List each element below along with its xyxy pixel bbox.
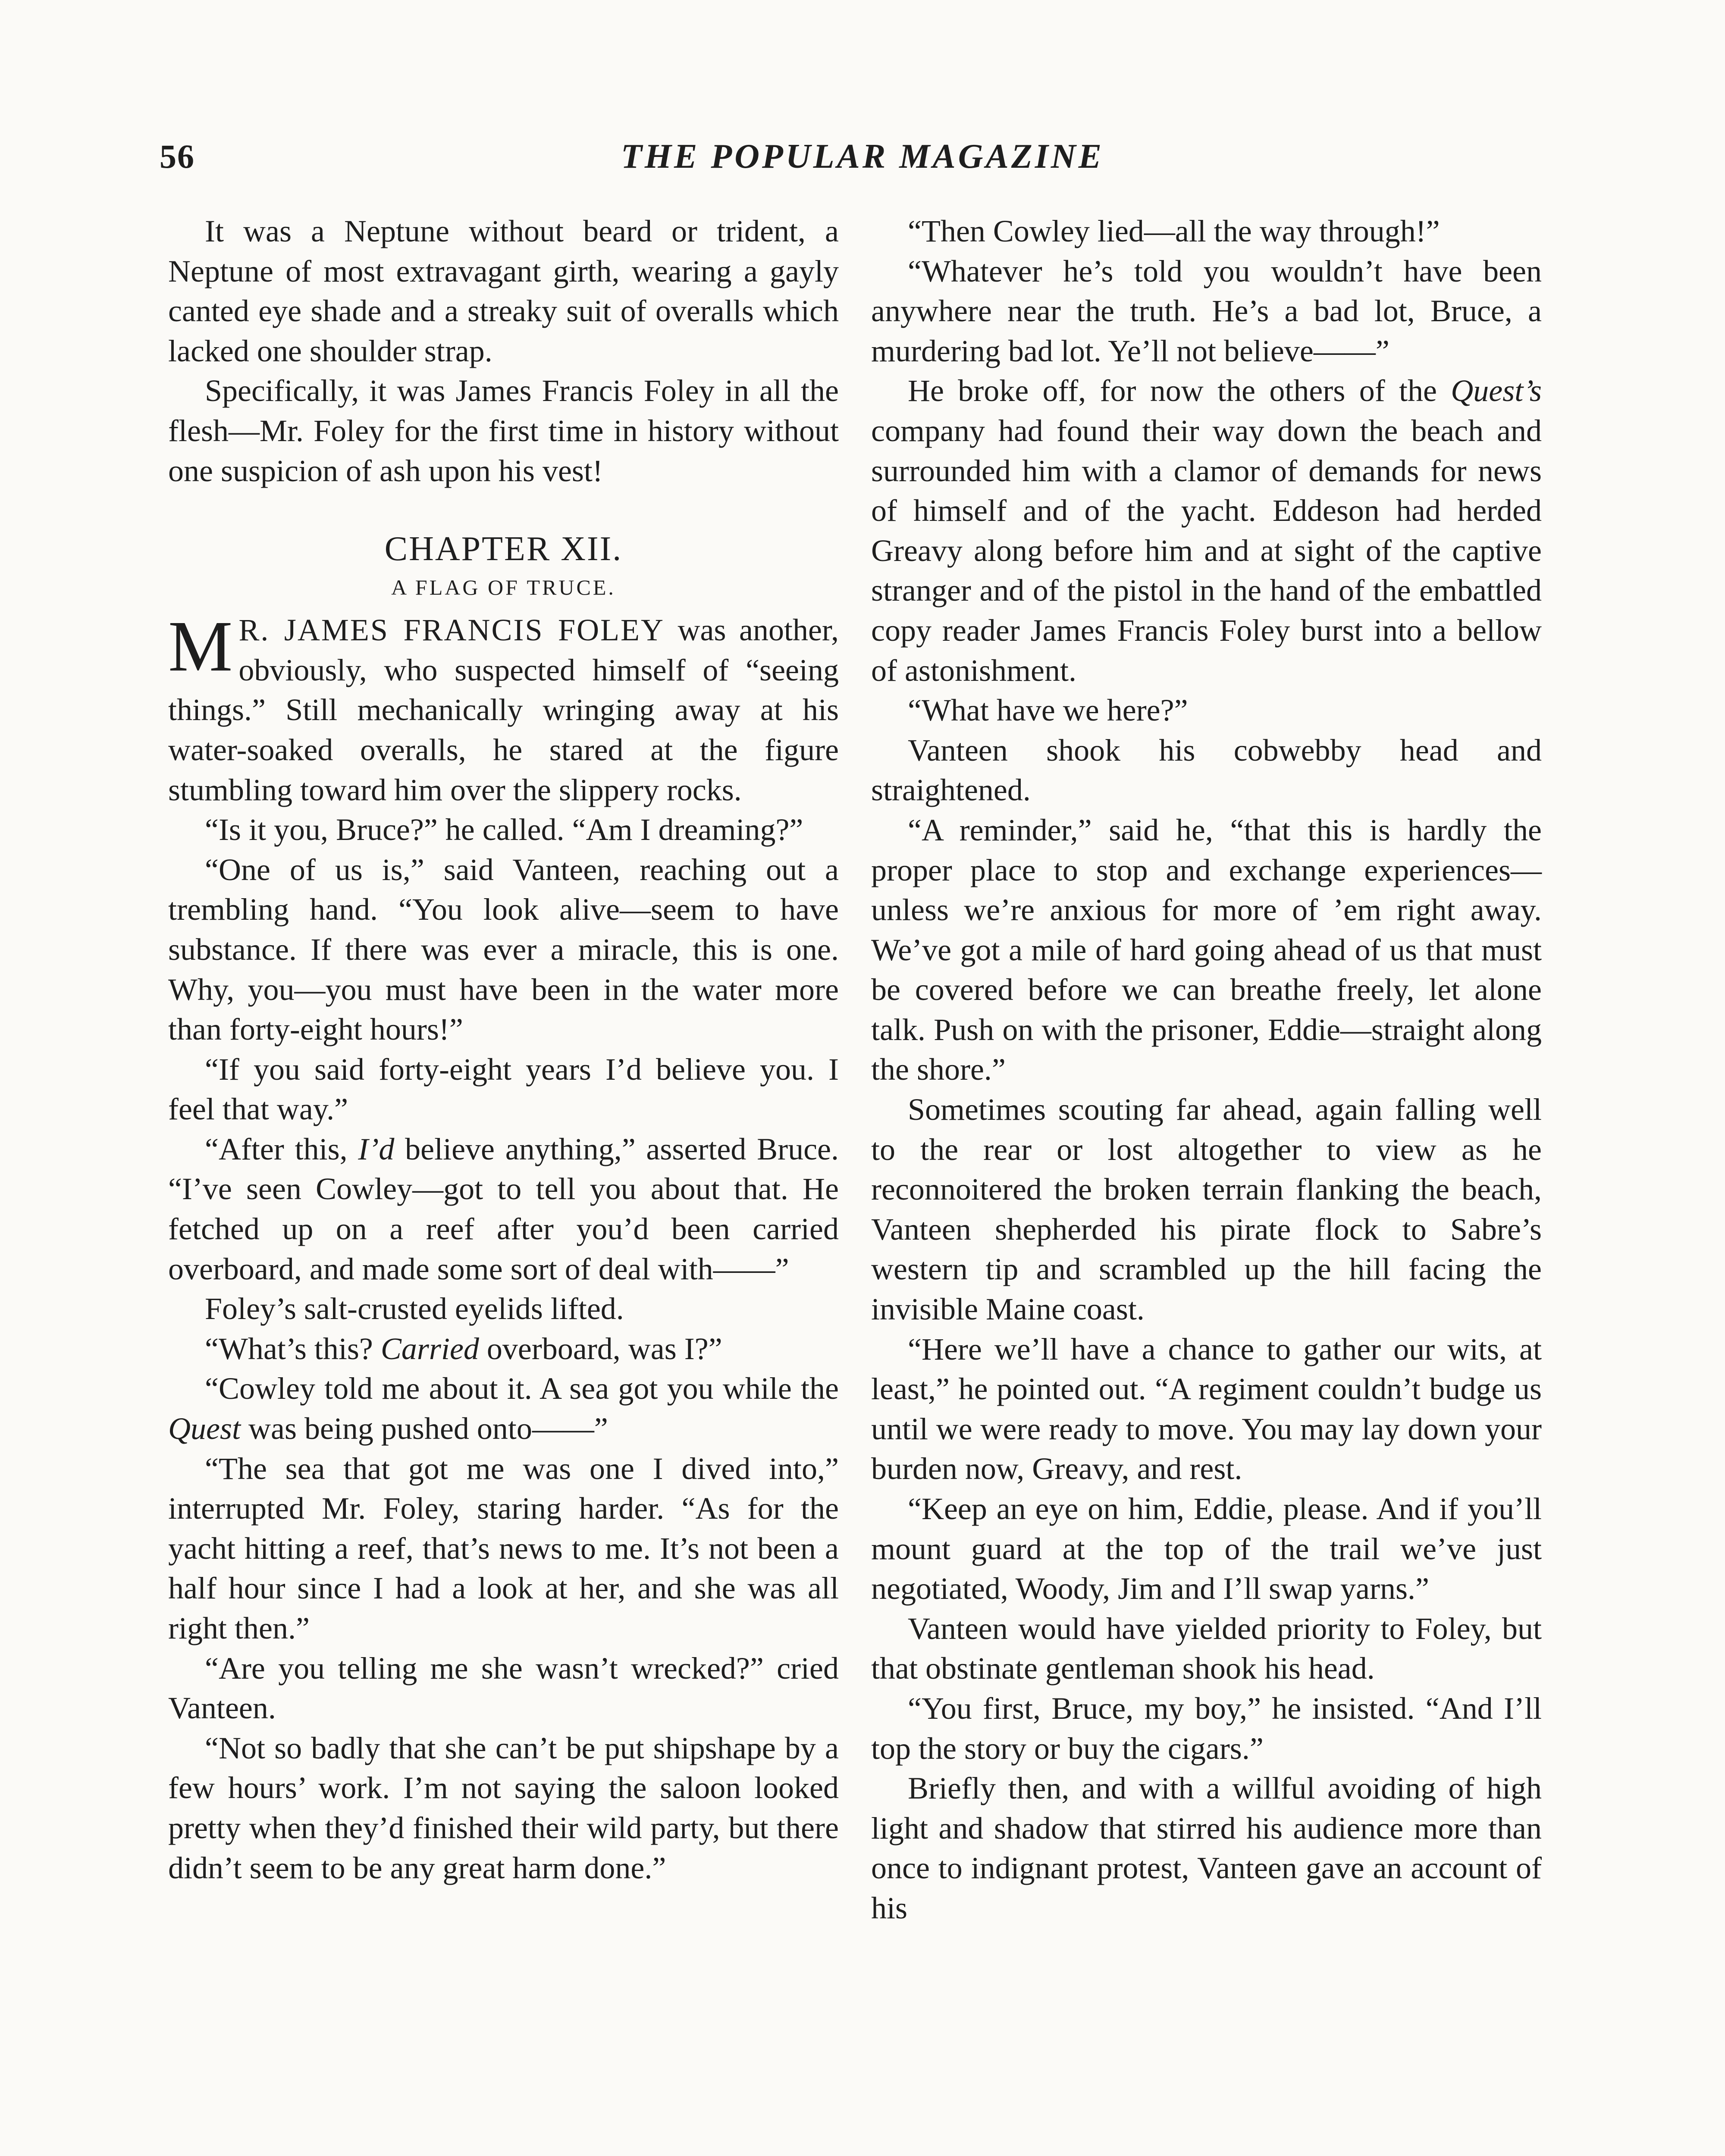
emphasis: Quest’s xyxy=(1451,373,1542,408)
text-run: was being pushed onto——” xyxy=(240,1411,608,1446)
page-header xyxy=(160,137,1565,189)
emphasis: Carried xyxy=(380,1331,479,1366)
text-run: believe anything,” asserted Bruce. “I’ve seen Cowley—got to tell you about that. He fetched up on a reef after you’d been carried overboard, and made some sort of deal with——” xyxy=(168,1131,839,1286)
right-column xyxy=(871,211,1542,1928)
text-run: “After this, xyxy=(205,1131,358,1166)
paragraph: “What have we here?” xyxy=(908,693,1188,728)
paragraph: Briefly then, and with a willful avoiding of high light and shadow that stirred his audience more than once to indignant protest, Vanteen gave an account of his xyxy=(871,1771,1542,1925)
paragraph xyxy=(168,1129,839,1289)
chapter-heading: CHAPTER XII. xyxy=(384,530,623,568)
page-number: 56 xyxy=(160,138,195,175)
paragraph: Specifically, it was James Francis Foley in all the flesh—Mr. Foley for the first time in history without one suspicion of ash upon his vest! xyxy=(168,373,839,488)
paragraph: “A reminder,” said he, “that this is hardly the proper place to stop and exchange experiences—unless we’re anxious for more of ’em right away. We’ve got a mile of hard going ahead of us that must be covered before we can breathe freely, let alone talk. Push on with the prisoner, Eddie—straight along the shore.” xyxy=(871,812,1542,1087)
paragraph: “The sea that got me was one I dived into,” interrupted Mr. Foley, staring harder. “As for the yacht hitting a reef, that’s news to me. It’s not been a half hour since I had a look at her, and she was all right then.” xyxy=(168,1451,839,1645)
paragraph xyxy=(871,371,1542,690)
magazine-title: THE POPULAR MAGAZINE xyxy=(621,138,1104,175)
left-column xyxy=(168,211,839,1888)
drop-cap: M xyxy=(168,606,233,687)
paragraph: “If you said forty-eight years I’d believe you. I feel that way.” xyxy=(168,1052,839,1127)
emphasis: I’d xyxy=(358,1131,395,1166)
paragraph: Vanteen shook his cobwebby head and straightened. xyxy=(871,733,1542,808)
opening-smallcaps: R. JAMES FRANCIS FOLEY xyxy=(238,613,665,648)
paragraph: “Keep an eye on him, Eddie, please. And if you’ll mount guard at the top of the trail we’ve just negotiated, Woody, Jim and I’ll swap yarns.” xyxy=(871,1492,1542,1606)
text-run: He broke off, for now the others of the xyxy=(908,373,1451,408)
paragraph: “You first, Bruce, my boy,” he insisted. “And I’ll top the story or buy the cigars.” xyxy=(871,1691,1542,1766)
emphasis: Quest xyxy=(168,1411,241,1446)
paragraph: “Whatever he’s told you wouldn’t have been anywhere near the truth. He’s a bad lot, Bruce, a murdering bad lot. Ye’ll not believe——” xyxy=(871,254,1542,368)
paragraph: It was a Neptune without beard or trident, a Neptune of most extravagant girth, wearing a gayly canted eye shade and a streaky suit of overalls which lacked one shoulder strap. xyxy=(168,214,839,368)
chapter-opening-paragraph xyxy=(168,606,839,810)
text-run: “Cowley told me about it. A sea got you while the xyxy=(205,1371,839,1406)
paragraph: “Then Cowley lied—all the way through!” xyxy=(908,214,1440,248)
paragraph: “Not so badly that she can’t be put shipshape by a few hours’ work. I’m not saying the saloon looked pretty when they’d finished their wild party, but there didn’t seem to be any great harm done.” xyxy=(168,1730,839,1885)
paragraph xyxy=(168,1329,839,1369)
chapter-subtitle: A FLAG OF TRUCE. xyxy=(391,575,616,600)
text-run: “What’s this? xyxy=(205,1331,381,1366)
paragraph: “One of us is,” said Vanteen, reaching out a trembling hand. “You look alive—seem to have substance. If there was ever a miracle, this is one. Why, you—you must have been in the water more than forty-eight hours!” xyxy=(168,852,839,1047)
opening-text: was another, obviously, who suspected himself of “seeing things.” Still mechanically wringing away at his water-soaked overalls, he stared at the figure stumbling toward him over the slippery rocks. xyxy=(168,613,839,807)
text-run: overboard, was I?” xyxy=(479,1331,722,1366)
paragraph: “Are you telling me she wasn’t wrecked?” cried Vanteen. xyxy=(168,1651,839,1726)
paragraph xyxy=(168,1369,839,1448)
paragraph: “Here we’ll have a chance to gather our wits, at least,” he pointed out. “A regiment couldn’t budge us until we were ready to move. You may lay down your burden now, Greavy, and rest. xyxy=(871,1332,1542,1486)
paragraph: Sometimes scouting far ahead, again falling well to the rear or lost altogether to view as he reconnoitered the broken terrain flanking the beach, Vanteen shepherded his pirate flock to Sabre’s western tip and scrambled up the hill facing the invisible Maine coast. xyxy=(871,1092,1542,1327)
text-run: company had found their way down the beach and surrounded him with a clamor of demands for news of himself and of the yacht. Eddeson had herded Greavy along before him and at sight of the captive stranger and of the pistol in the hand of the embattled copy reader James Francis Foley burst into a bellow of astonishment. xyxy=(871,413,1542,688)
paragraph: Foley’s salt-crusted eyelids lifted. xyxy=(205,1291,624,1326)
paragraph: “Is it you, Bruce?” he called. “Am I dreaming?” xyxy=(205,812,803,847)
paragraph: Vanteen would have yielded priority to Foley, but that obstinate gentleman shook his head. xyxy=(871,1611,1542,1686)
